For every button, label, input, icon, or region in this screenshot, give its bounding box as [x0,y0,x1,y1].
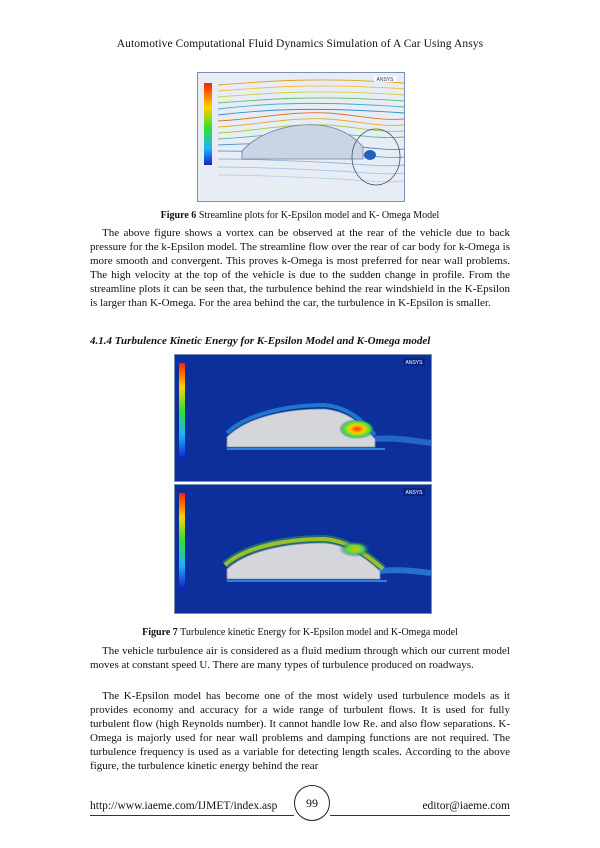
footer-rule-left [90,815,294,816]
paragraph-streamline-discussion: The above figure shows a vortex can be observed at the rear of the vehicle due to back pressure for the k-Epsilon model. The streamline flow over the rear of car body for k-Omega is more smooth and convergent. This proves k-Omega is most preferred for near wall problems. The high velocity at the top of the vehicle is due to the sudden change in profile. From the streamline plots it can be seen that, the turbulence behind the rear windshield in the K-Epsilon is larger than K-Omega. For the area behind the car, the turbulence in K-Epsilon is smaller. [90,227,510,310]
figure-6-caption [0,210,600,221]
figure-6-streamline-image [198,73,404,201]
figure-7-caption [0,627,600,638]
footer-email-link[interactable]: editor@iaeme.com [422,800,510,812]
section-heading-4-1-4: 4.1.4 Turbulence Kinetic Energy for K-Epsilon Model and K-Omega model [90,335,431,347]
running-title: Automotive Computational Fluid Dynamics Simulation of A Car Using Ansys [116,38,484,50]
figure-6-label: Figure 6 [160,210,197,221]
figure-6-caption-text: Streamline plots for K-Epsilon model and K- Omega Model [196,210,440,221]
page-number: 99 [294,785,330,821]
paragraph-vehicle-turbulence: The vehicle turbulence air is considered as a fluid medium through which our current model moves at constant speed U. There are many types of turbulence produced on roadways. [90,645,510,672]
ansys-logo: ANSYS [376,77,394,83]
ansys-logo: ANSYS [405,490,423,496]
figure-7-caption-text: Turbulence kinetic Energy for K-Epsilon model and K-Omega model [177,627,458,638]
figure-7-label: Figure 7 [142,627,178,638]
footer-rule-right [330,815,510,816]
paragraph-k-epsilon-model: The K-Epsilon model has become one of the most widely used turbulence models as it provides economy and accuracy for a wide range of turbulent flows. It is used for fully turbulent flow (high Reynolds number). It cannot handle low Re. and also flow separations. K-Omega is majorly used for near wall problems and damping functions are not required. The turbulence frequency is used as a variable for detecting length scales. According to the above figure, the turbulence kinetic energy behind the rear [90,690,510,773]
footer-url-link[interactable]: http://www.iaeme.com/IJMET/index.asp [90,800,278,812]
ansys-logo: ANSYS [405,360,423,366]
figure-7-k-omega-contour [175,485,431,613]
figure-7-k-epsilon-contour [175,355,431,481]
